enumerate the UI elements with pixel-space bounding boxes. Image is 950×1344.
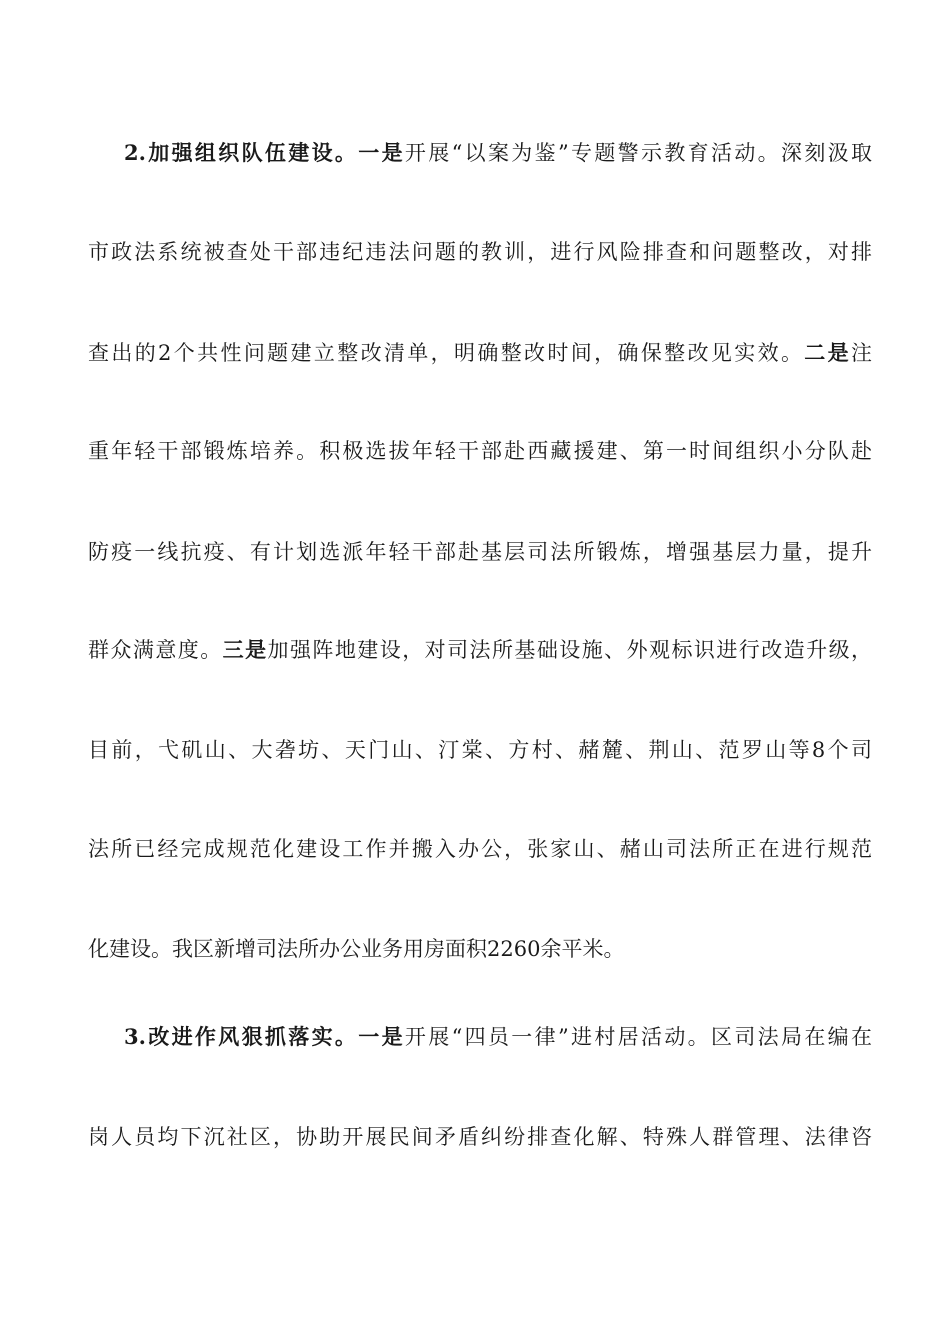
- paragraph-2-line-3-text: 查出的2个共性问题建立整改清单，明确整改时间，确保整改见实效。: [88, 341, 805, 365]
- paragraph-2-line-5: 防疫一线抗疫、有计划选派年轻干部赴基层司法所锻炼，增强基层力量，提升: [88, 540, 872, 564]
- paragraph-3-line-2: 岗人员均下沉社区，协助开展民间矛盾纠纷排查化解、特殊人群管理、法律咨: [88, 1125, 872, 1149]
- paragraph-2-line-3-rest: 注: [851, 341, 873, 365]
- paragraph-3-line-1-text: 开展“四员一律”进村居活动。区司法局在编在: [404, 1025, 872, 1049]
- paragraph-2-line-3: [88, 336, 872, 370]
- first-point-label: 一是: [358, 140, 405, 165]
- paragraph-2-line-9: 化建设。我区新增司法所办公业务用房面积2260余平米。: [88, 937, 625, 961]
- first-point-label: 一是: [358, 1024, 405, 1049]
- paragraph-3-line-1: [124, 1020, 872, 1054]
- second-point-label: 二是: [804, 340, 852, 365]
- paragraph-2-line-7: 目前，弋矶山、大砻坊、天门山、汀棠、方村、赭麓、荆山、范罗山等8个司: [88, 738, 872, 762]
- paragraph-2-line-6-rest: 加强阵地建设，对司法所基础设施、外观标识进行改造升级，: [267, 638, 873, 662]
- paragraph-2-line-4: 重年轻干部锻炼培养。积极选拔年轻干部赴西藏援建、第一时间组织小分队赴: [88, 439, 872, 463]
- paragraph-2-line-6: [88, 633, 872, 667]
- paragraph-2-line-1-text: 开展“以案为鉴”专题警示教育活动。深刻汲取: [404, 141, 872, 165]
- paragraph-3-heading: 3.改进作风狠抓落实。: [124, 1024, 359, 1049]
- paragraph-2-line-6-text: 群众满意度。: [88, 638, 223, 662]
- third-point-label: 三是: [222, 637, 268, 662]
- paragraph-2-heading: 2.加强组织队伍建设。: [124, 140, 359, 165]
- paragraph-2-line-1: [124, 136, 872, 170]
- paragraph-2-line-8: 法所已经完成规范化建设工作并搬入办公，张家山、赭山司法所正在进行规范: [88, 837, 872, 861]
- paragraph-2-line-2: 市政法系统被查处干部违纪违法问题的教训，进行风险排查和问题整改，对排: [88, 240, 872, 264]
